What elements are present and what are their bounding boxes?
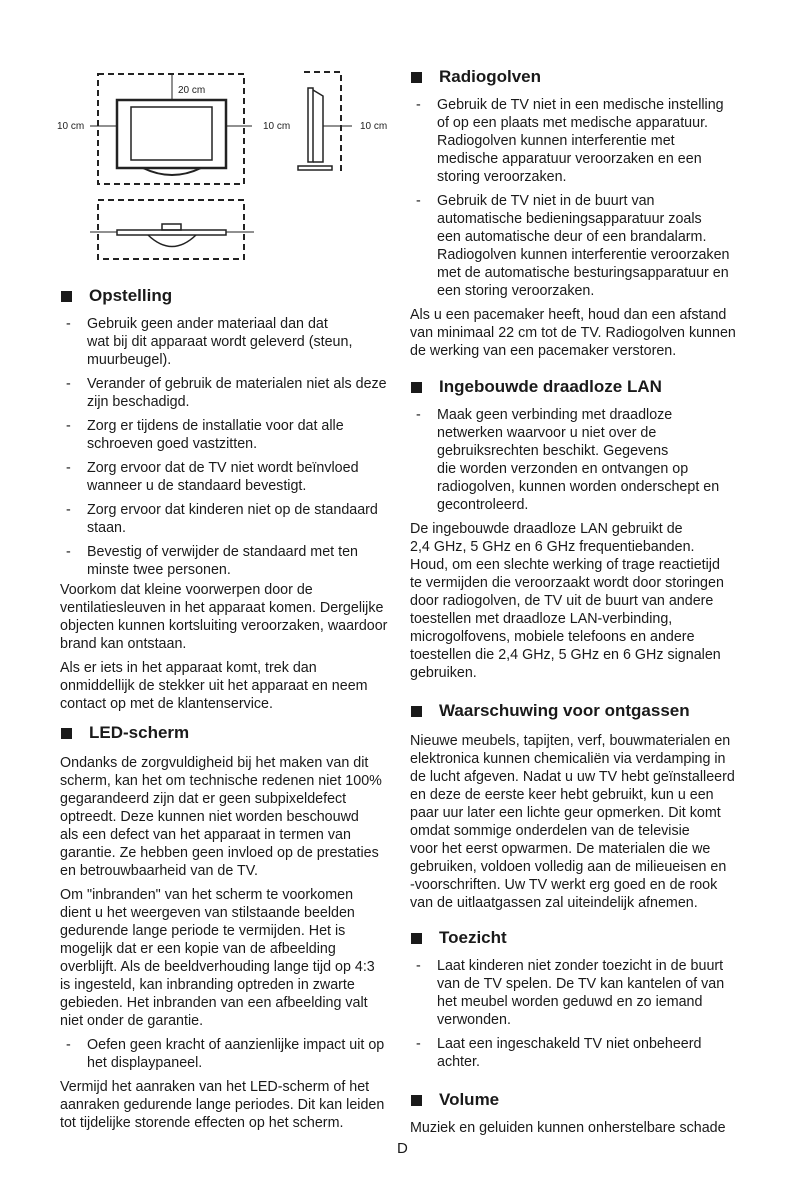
label-left: 10 cm: [57, 121, 85, 132]
section-volume: [410, 1089, 755, 1143]
dash: -: [416, 193, 421, 209]
heading-text: Volume: [439, 1090, 500, 1109]
dash: -: [66, 544, 71, 560]
dash: -: [416, 407, 421, 423]
bullet-text: Gebruik de TV niet in een medische instelling of op een plaats met medische apparatuur. Radiogolven kunnen interferentie met medische apparatuur veroorzaken en een storing veroorzaken.: [437, 97, 724, 185]
label-top: 20 cm: [178, 85, 206, 96]
dash: -: [66, 502, 71, 518]
list-item: [410, 406, 755, 514]
square-bullet-icon: [411, 72, 422, 83]
square-bullet-icon: [411, 1095, 422, 1106]
paragraph: Voorkom dat kleine voorwerpen door de ventilatiesleuven in het apparaat komen. Dergelijke objecten kunnen kortsluiting veroorzaken, waardoor brand kan ontstaan.: [60, 582, 388, 652]
list-item: [60, 501, 405, 537]
list-item: [60, 459, 405, 495]
heading-text: Radiogolven: [439, 67, 542, 86]
dash: -: [416, 958, 421, 974]
heading-ontgassen: [410, 700, 755, 722]
bullet-text: Oefen geen kracht of aanzienlijke impact uit op het displaypaneel.: [87, 1037, 385, 1071]
square-bullet-icon: [411, 382, 422, 393]
list-item: [410, 1035, 755, 1071]
bullet-text: Bevestig of verwijder de standaard met ten minste twee personen.: [87, 544, 358, 578]
dash: -: [66, 316, 71, 332]
dash: -: [416, 1036, 421, 1052]
dash: -: [66, 460, 71, 476]
list-item: [410, 96, 755, 186]
section-toezicht: [410, 927, 755, 1077]
tv-front: [117, 100, 226, 168]
bullet-text: Gebruik de TV niet in de buurt van automatische bedieningsapparatuur zoals een automatische deur of een brandalarm. Radiogolven kunnen interferentie veroorzaken met de automatische besturingsapparatuur en een storing veroorzaken.: [437, 193, 730, 299]
heading-opstelling: [60, 285, 405, 307]
section-draadloze-lan: [410, 376, 755, 688]
bullet-text: Zorg er tijdens de installatie voor dat alle schroeven goed vastzitten.: [87, 418, 344, 452]
heading-text: Opstelling: [89, 286, 173, 305]
bullet-text: Zorg ervoor dat kinderen niet op de standaard staan.: [87, 502, 378, 536]
section-radiogolven: [410, 66, 755, 366]
list-item: [60, 543, 405, 579]
tv-side: [308, 88, 313, 162]
bullet-text: Laat kinderen niet zonder toezicht in de buurt van de TV spelen. De TV kan kantelen of van het meubel worden geduwd en zo iemand verwonden.: [437, 958, 725, 1028]
heading-text: Waarschuwing voor ontgassen: [439, 701, 690, 720]
dash: -: [66, 418, 71, 434]
bullet-text: Laat een ingeschakeld TV niet onbeheerd achter.: [437, 1036, 702, 1070]
tv-clearance-diagram: [40, 60, 400, 270]
paragraph: Nieuwe meubels, tapijten, verf, bouwmaterialen en elektronica kunnen chemicaliën via verdamping in de lucht afgeven. Nadat u uw TV hebt geïnstalleerd en deze de eerste keer hebt gebruikt, kun u een paar uur later een lichte geur opmerken. Dit komt omdat sommige onderdelen van de televisie voor het eerst opwarmen. De materialen die we gebruiken, voldoen volledig aan de milieueisen en -voorschriften. Uw TV werkt erg goed en de rook van de uitlaatgassen zal uiteindelijk afnemen.: [410, 733, 735, 911]
dash: -: [66, 1037, 71, 1053]
section-opstelling: [60, 285, 405, 719]
square-bullet-icon: [61, 728, 72, 739]
heading-volume: [410, 1089, 755, 1111]
label-right: 10 cm: [263, 121, 291, 132]
paragraph: Als u een pacemaker heeft, houd dan een afstand van minimaal 22 cm tot de TV. Radiogolven kunnen de werking van een pacemaker verstoren.: [410, 307, 736, 359]
section-led-scherm: [60, 722, 405, 1138]
list-item: [60, 1036, 405, 1072]
square-bullet-icon: [61, 291, 72, 302]
heading-led-scherm: [60, 722, 405, 744]
heading-text: Toezicht: [439, 928, 507, 947]
paragraph: De ingebouwde draadloze LAN gebruikt de 2,4 GHz, 5 GHz en 6 GHz frequentiebanden. Houd, om een slechte werking of trage reactietijd te vermijden die veroorzaakt wordt door storingen door radiogolven, de TV uit de buurt van andere toestellen met draadloze LAN-verbinding, microgolfovens, mobiele telefoons en andere toestellen die 2,4 GHz, 5 GHz en 6 GHz signalen gebruiken.: [410, 521, 724, 681]
list-item: [60, 417, 405, 453]
square-bullet-icon: [411, 933, 422, 944]
heading-text: Ingebouwde draadloze LAN: [439, 377, 662, 396]
bullet-text: Zorg ervoor dat de TV niet wordt beïnvloed wanneer u de standaard bevestigt.: [87, 460, 359, 494]
paragraph: Vermijd het aanraken van het LED-scherm of het aanraken gedurende lange periodes. Dit kan leiden tot tijdelijke storende effecten op het scherm.: [60, 1079, 385, 1131]
label-side: 10 cm: [360, 121, 388, 132]
bullet-text: Gebruik geen ander materiaal dan dat wat bij dit apparaat wordt geleverd (steun, muurbeugel).: [87, 316, 353, 368]
list-item: [60, 315, 405, 369]
heading-draadloze-lan: [410, 376, 755, 398]
list-item: [60, 375, 405, 411]
bullet-text: Verander of gebruik de materialen niet als deze zijn beschadigd.: [87, 376, 387, 410]
paragraph: Ondanks de zorgvuldigheid bij het maken van dit scherm, kan het om technische redenen niet 100% gegarandeerd zijn dat er geen subpixeldefect optreedt. Deze kunnen niet worden beschouwd als een defect van het apparaat in termen van garantie. Ze hebben geen invloed op de prestaties en betrouwbaarheid van de TV.: [60, 755, 382, 879]
heading-radiogolven: [410, 66, 755, 88]
list-item: [410, 957, 755, 1029]
heading-toezicht: [410, 927, 755, 949]
square-bullet-icon: [411, 706, 422, 717]
section-ontgassen: [410, 700, 755, 918]
bullet-text: Maak geen verbinding met draadloze netwerken waarvoor u niet over de gebruiksrechten beschikt. Gegevens die worden verzonden en ontvangen op radiogolven, kunnen worden onderschept en gecontroleerd.: [437, 407, 720, 513]
paragraph: Muziek en geluiden kunnen onherstelbare schade: [410, 1120, 726, 1136]
paragraph: Om "inbranden" van het scherm te voorkomen dient u het weergeven van stilstaande beelden gedurende lange periode te vermijden. Het is mogelijk dat er een kopie van de afbeelding overblijft. Als de beeldverhouding lange tijd op 4:3 is ingesteld, kan inbranding optreden in zwarte gebieden. Het inbranden van een afbeelding valt niet onder de garantie.: [60, 887, 375, 1029]
dash: -: [66, 376, 71, 392]
page-footer-letter: D: [397, 1140, 408, 1157]
heading-text: LED-scherm: [89, 723, 190, 742]
dash: -: [416, 97, 421, 113]
list-item: [410, 192, 755, 300]
paragraph: Als er iets in het apparaat komt, trek dan onmiddellijk de stekker uit het apparaat en neem contact op met de klantenservice.: [60, 660, 368, 712]
